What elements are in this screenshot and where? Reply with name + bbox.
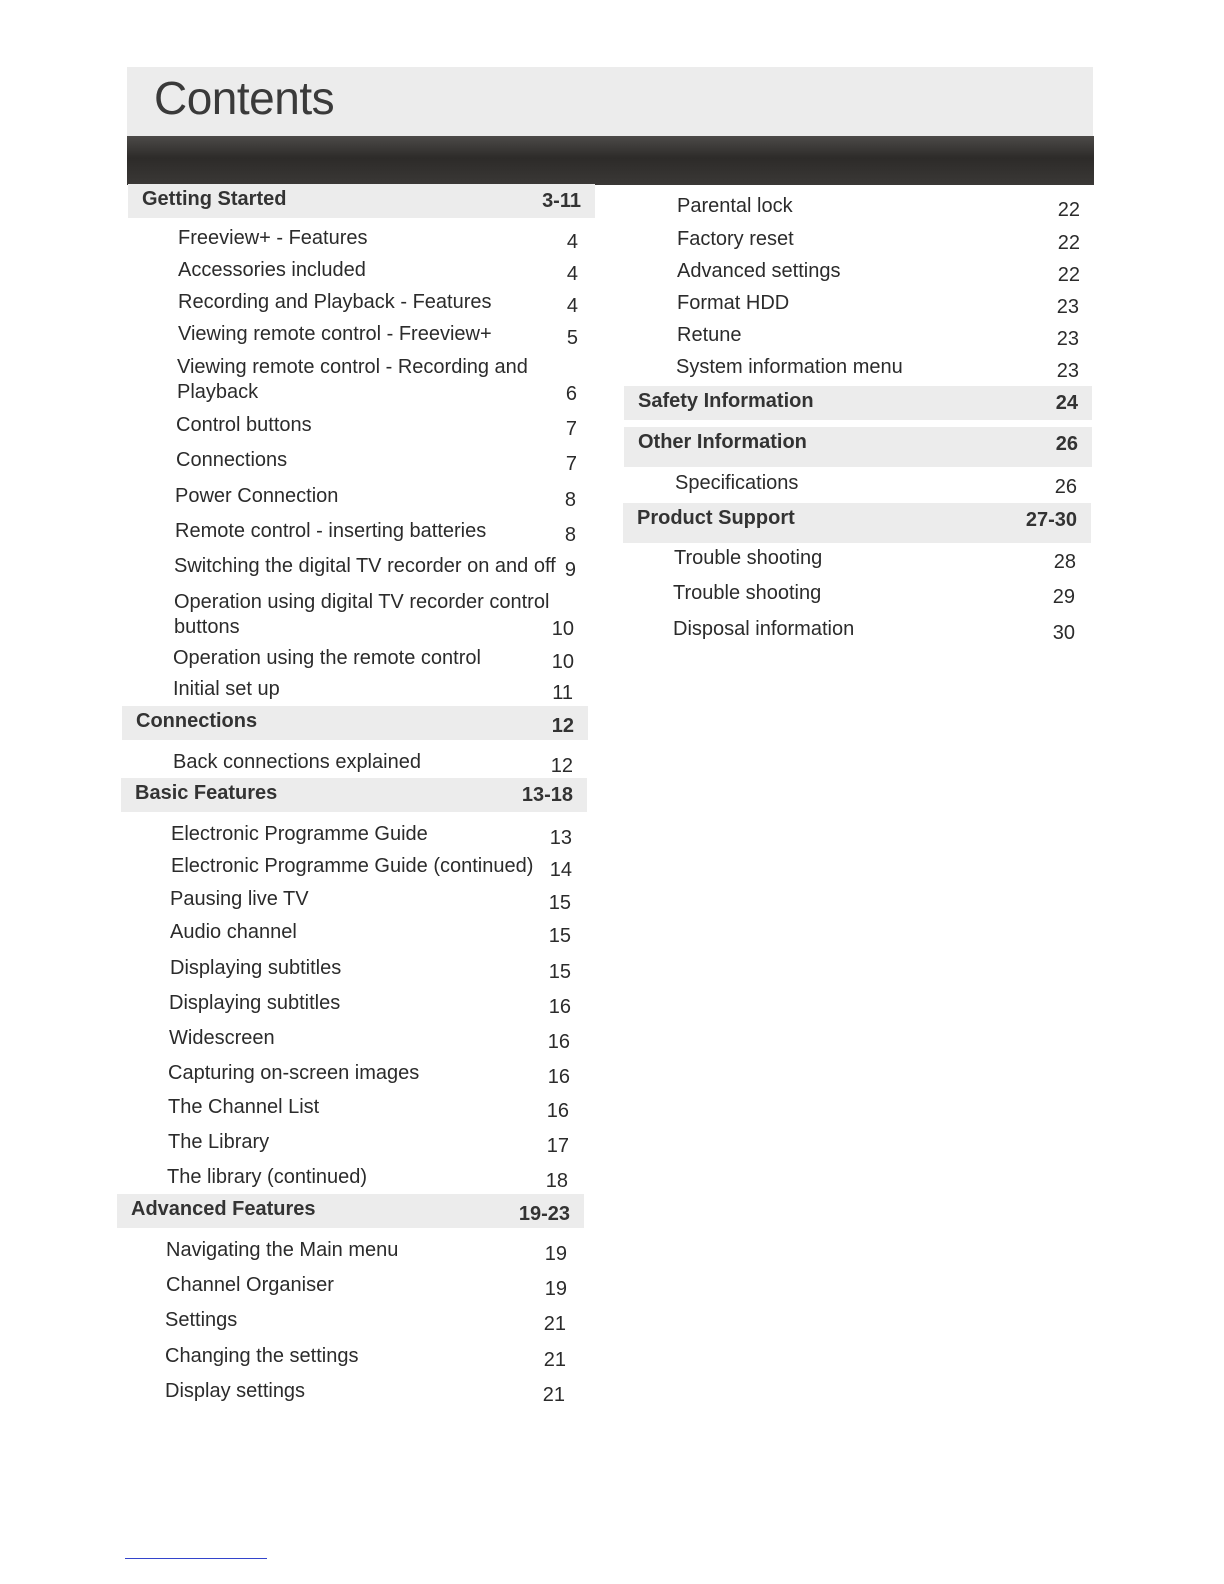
entry-page: 21 (543, 1349, 566, 1371)
entry-label: Retune (677, 324, 742, 346)
toc-entry[interactable] (165, 1308, 566, 1336)
entry-label: Initial set up (173, 678, 280, 700)
entry-label: Viewing remote control - Freeview+ (178, 323, 492, 345)
toc-entry[interactable] (674, 546, 1076, 574)
toc-entry[interactable] (175, 484, 576, 512)
entry-page: 15 (548, 925, 571, 947)
toc-entry[interactable] (170, 887, 571, 915)
section-title: Other Information (638, 431, 807, 453)
entry-label: Power Connection (175, 485, 339, 507)
section-title: Connections (136, 710, 258, 732)
entry-page: 5 (566, 327, 578, 349)
entry-page: 18 (545, 1170, 568, 1192)
toc-entry[interactable] (168, 1061, 570, 1089)
entry-page: 15 (548, 892, 571, 914)
entry-label: Pausing live TV (170, 888, 309, 910)
section-title: Getting Started (142, 188, 287, 210)
entry-page: 28 (1053, 551, 1076, 573)
toc-entry[interactable] (173, 750, 573, 778)
entry-page: 29 (1052, 586, 1075, 608)
section-getting-started[interactable] (128, 184, 595, 218)
entry-label: Viewing remote control - Recording and Playback (177, 356, 528, 403)
toc-entry[interactable] (166, 1238, 567, 1266)
toc-entry[interactable] (169, 991, 571, 1019)
section-title: Safety Information (638, 390, 814, 412)
toc-entry[interactable] (168, 1130, 569, 1158)
section-pages: 27-30 (1025, 509, 1077, 531)
toc-entry[interactable] (171, 822, 572, 850)
section-pages: 19-23 (518, 1203, 570, 1225)
toc-entry[interactable] (173, 646, 574, 674)
entry-page: 19 (544, 1243, 567, 1265)
entry-page: 6 (565, 383, 577, 405)
toc-entry[interactable] (170, 956, 571, 984)
toc-entry[interactable] (169, 1026, 570, 1054)
entry-label: Factory reset (677, 228, 794, 250)
entry-label: Widescreen (169, 1027, 275, 1049)
toc-entry[interactable] (178, 258, 578, 286)
toc-entry[interactable] (167, 1165, 568, 1193)
section-title: Basic Features (135, 782, 278, 804)
entry-page: 8 (564, 524, 576, 546)
section-other-information[interactable] (624, 427, 1092, 467)
section-title: Advanced Features (131, 1198, 316, 1220)
entry-page: 17 (546, 1135, 569, 1157)
section-pages: 12 (551, 715, 574, 737)
entry-label: Trouble shooting (673, 582, 822, 604)
section-pages: 3-11 (542, 190, 581, 212)
entry-label: System information menu (676, 356, 903, 378)
section-safety-information[interactable] (624, 386, 1092, 420)
entry-page: 4 (566, 263, 578, 285)
toc-entry[interactable] (168, 1095, 569, 1123)
entry-page: 23 (1056, 328, 1079, 350)
entry-page: 8 (564, 489, 576, 511)
toc-entry[interactable] (174, 554, 576, 582)
entry-page: 30 (1052, 622, 1075, 644)
toc-entry[interactable] (178, 290, 578, 318)
section-connections[interactable] (122, 706, 588, 740)
entry-label: Settings (165, 1309, 238, 1331)
entry-page: 10 (551, 618, 574, 640)
toc-entry[interactable] (165, 1379, 565, 1407)
toc-entry[interactable] (677, 227, 1080, 255)
entry-label: The Channel List (168, 1096, 320, 1118)
section-product-support[interactable] (623, 503, 1091, 543)
entry-page: 12 (550, 755, 573, 777)
entry-page: 14 (549, 859, 572, 881)
entry-page: 19 (544, 1278, 567, 1300)
page-title: Contents (154, 72, 335, 124)
entry-label: Changing the settings (165, 1345, 359, 1367)
entry-label: Display settings (165, 1380, 306, 1402)
entry-label: Capturing on-screen images (168, 1062, 420, 1084)
toc-entry[interactable] (677, 259, 1080, 287)
toc-entry[interactable] (675, 471, 1077, 499)
toc-entry[interactable] (677, 291, 1079, 319)
section-pages: 24 (1055, 392, 1078, 414)
toc-entry[interactable] (676, 355, 1079, 383)
entry-page: 4 (566, 231, 578, 253)
entry-page: 22 (1057, 232, 1080, 254)
entry-page: 26 (1054, 476, 1077, 498)
toc-entry[interactable] (677, 323, 1079, 351)
entry-label: The library (continued) (167, 1166, 368, 1188)
entry-page: 22 (1057, 199, 1080, 221)
toc-entry[interactable] (673, 617, 1075, 645)
title-band (127, 67, 1093, 143)
toc-entry[interactable] (677, 194, 1080, 222)
entry-page: 21 (543, 1313, 566, 1335)
entry-label: Operation using the remote control (173, 647, 481, 669)
entry-page: 16 (547, 1066, 570, 1088)
entry-label: Accessories included (178, 259, 366, 281)
entry-label: Format HDD (677, 292, 790, 314)
entry-page: 4 (566, 295, 578, 317)
toc-entry[interactable] (171, 854, 572, 882)
toc-entry[interactable] (166, 1273, 567, 1301)
section-pages: 13-18 (521, 784, 573, 806)
toc-entry[interactable] (173, 677, 573, 705)
entry-page: 10 (551, 651, 574, 673)
toc-entry[interactable] (175, 519, 576, 547)
entry-label: Control buttons (176, 414, 312, 436)
entry-page: 16 (548, 996, 571, 1018)
entry-page: 16 (546, 1100, 569, 1122)
footer-rule (125, 1558, 267, 1559)
entry-label: Freeview+ - Features (178, 227, 368, 249)
entry-page: 23 (1056, 296, 1079, 318)
entry-page: 23 (1056, 360, 1079, 382)
section-advanced-features[interactable] (117, 1194, 584, 1228)
toc-entry[interactable] (673, 581, 1075, 609)
entry-label: Channel Organiser (166, 1274, 334, 1296)
entry-label: Parental lock (677, 195, 793, 217)
toc-entry[interactable] (174, 590, 574, 642)
entry-page: 9 (564, 559, 576, 581)
toc-entry[interactable] (176, 413, 577, 441)
header-bar (127, 136, 1094, 185)
section-pages: 26 (1055, 433, 1078, 455)
entry-page: 11 (552, 682, 573, 704)
entry-label: Specifications (675, 472, 799, 494)
toc-entry[interactable] (178, 226, 578, 254)
toc-entry[interactable] (165, 1344, 566, 1372)
entry-page: 22 (1057, 264, 1080, 286)
entry-label: Back connections explained (173, 751, 421, 773)
toc-entry[interactable] (177, 355, 577, 407)
entry-label: Connections (176, 449, 288, 471)
entry-page: 15 (548, 961, 571, 983)
entry-label: Advanced settings (677, 260, 841, 282)
entry-label: Electronic Programme Guide (continued) (171, 855, 534, 877)
entry-label: Disposal information (673, 618, 855, 640)
entry-page: 7 (565, 453, 577, 475)
entry-page: 13 (549, 827, 572, 849)
entry-page: 16 (547, 1031, 570, 1053)
toc-entry[interactable] (178, 322, 578, 350)
toc-entry[interactable] (176, 448, 577, 476)
entry-label: Displaying subtitles (169, 992, 341, 1014)
entry-label: Recording and Playback - Features (178, 291, 492, 313)
entry-label: Remote control - inserting batteries (175, 520, 487, 542)
entry-label: Audio channel (170, 921, 297, 943)
entry-label: Navigating the Main menu (166, 1239, 399, 1261)
entry-label: Displaying subtitles (170, 957, 342, 979)
entry-page: 21 (542, 1384, 565, 1406)
entry-label: Operation using digital TV recorder control buttons (174, 591, 550, 638)
section-basic-features[interactable] (121, 778, 587, 812)
entry-label: Electronic Programme Guide (171, 823, 428, 845)
section-title: Product Support (637, 507, 795, 529)
entry-label: Switching the digital TV recorder on and off (174, 555, 556, 577)
entry-page: 7 (565, 418, 577, 440)
entry-label: Trouble shooting (674, 547, 823, 569)
entry-label: The Library (168, 1131, 270, 1153)
toc-entry[interactable] (170, 920, 571, 948)
